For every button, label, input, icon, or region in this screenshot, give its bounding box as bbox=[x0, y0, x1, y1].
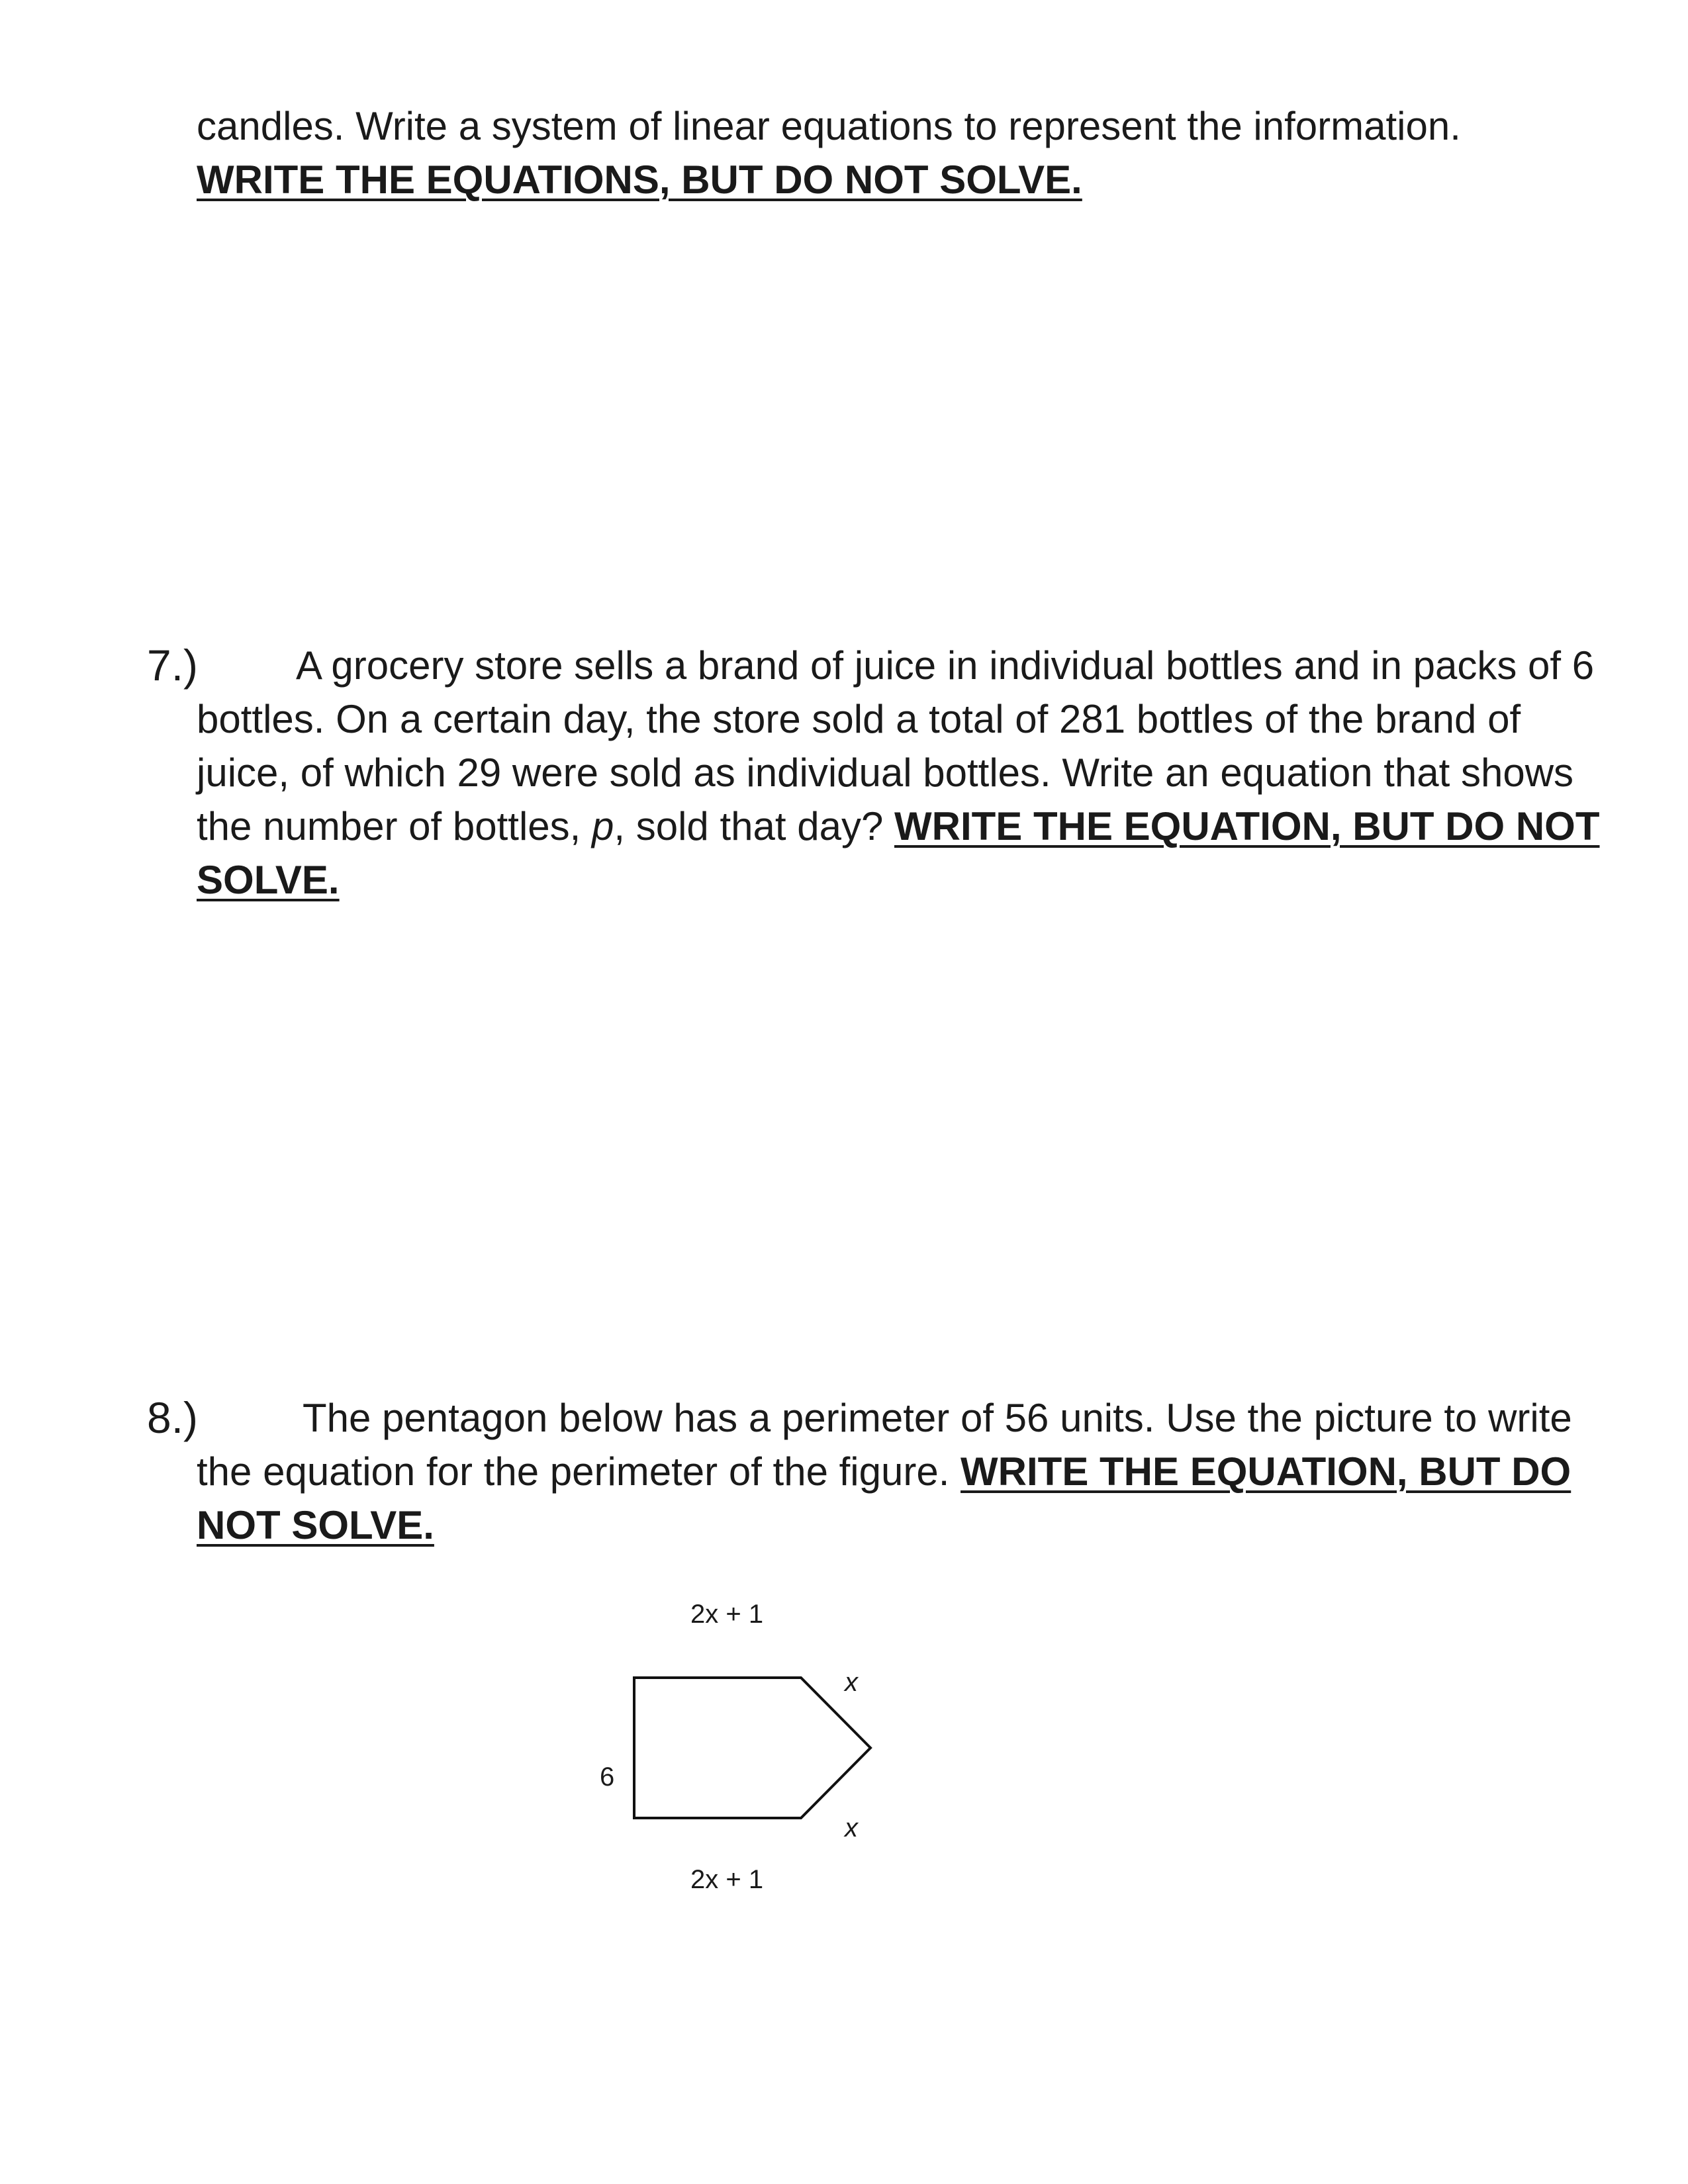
question-7-variable: p bbox=[592, 804, 614, 848]
question-7-instruction: WRITE THE EQUATION, BUT DO NOT SOLVE. bbox=[197, 804, 1600, 902]
question-6-text bbox=[197, 99, 1613, 206]
pentagon-shape bbox=[634, 1678, 870, 1818]
question-7-body-end: , sold that day? bbox=[614, 804, 894, 848]
question-6-instruction: WRITE THE EQUATIONS, BUT DO NOT SOLVE. bbox=[197, 158, 1082, 202]
question-8-body: The pentagon below has a perimeter of 56 units. Use the picture to write the equation for the perimeter of the figure. bbox=[197, 1396, 1572, 1494]
question-8-instruction: WRITE THE EQUATION, BUT DO NOT SOLVE. bbox=[197, 1449, 1571, 1547]
question-7-text bbox=[197, 639, 1613, 907]
question-7-number: 7.) bbox=[147, 641, 199, 690]
question-6-body: candles. Write a system of linear equations to represent the information. bbox=[197, 104, 1461, 148]
question-8-text bbox=[197, 1391, 1613, 1552]
pentagon-upper-right-side-label: x bbox=[845, 1668, 858, 1697]
pentagon-lower-right-side-label: x bbox=[845, 1813, 858, 1843]
pentagon-top-side-label: 2x + 1 bbox=[690, 1600, 764, 1629]
question-7-body: A grocery store sells a brand of juice in individual bottles and in packs of 6 bottles. On a certain day, the store sold a total of 281 bottles of the brand of juice, of which 29 were sold as individual bottles. Write an equation that shows the number of bottles, bbox=[197, 643, 1595, 848]
pentagon-left-side-label: 6 bbox=[600, 1762, 615, 1792]
pentagon-bottom-side-label: 2x + 1 bbox=[690, 1865, 764, 1894]
question-8-number: 8.) bbox=[147, 1393, 199, 1442]
